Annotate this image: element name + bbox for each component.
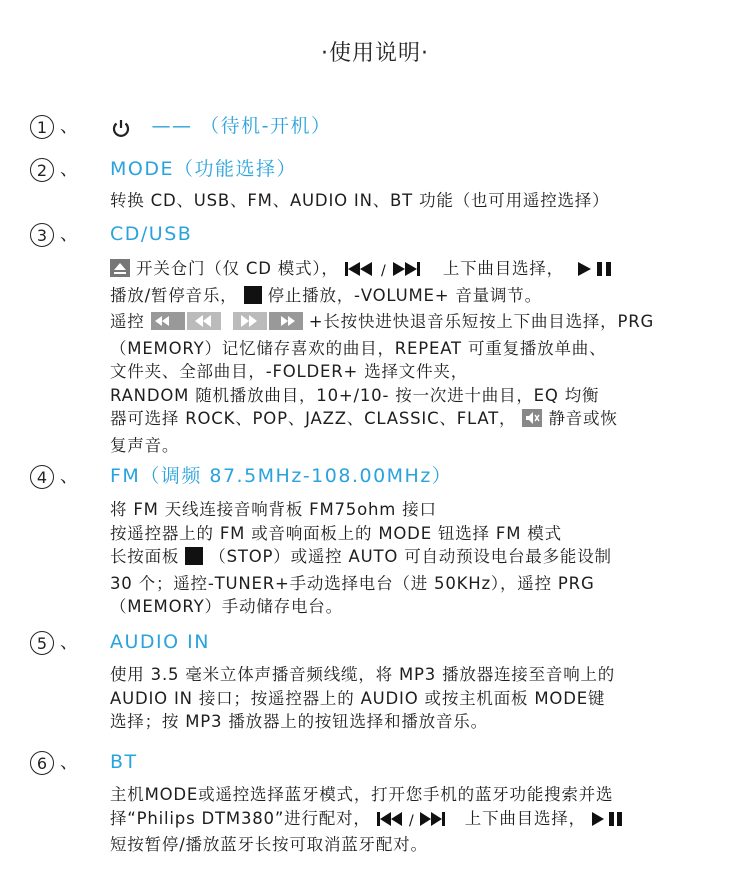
item-5-number: 5 、 bbox=[30, 630, 78, 656]
item-2-number: 2 、 bbox=[30, 157, 78, 183]
item-4-body: 将 FM 天线连接音响背板 FM75ohm 接口 按遥控器上的 FM 或音响面板上的 MODE 钮选择 FM 模式 长按面板 （STOP）或遥控 AUTO 可自动预设电台最多能设制 30 个；遥控-TUNER+手动选择电台（进 50KHz），遥控 PRG （MEMORY）手动储存电台。 bbox=[110, 500, 612, 616]
prev-next-icon bbox=[377, 810, 459, 834]
remote-skip-forward-icon bbox=[233, 312, 303, 337]
item-3-body: 开关仓门（仅 CD 模式）， / 上下曲目选择， 播放/暂停音乐， 停止播放，-VOLUME+ 音量调节。 遥控 +长按快进快退音乐短按上下曲目选择，PRG （MEMORY）记忆储存喜欢的曲目，REPEAT 可重复播放单曲、 文件夹、全部曲目，-FOLDER+ 选择文件夹， RANDOM 随机播放曲目，10+/10- 按一次进十曲目，EQ 均衡 器可选择 ROCK、POP、JAZZ、CLASSIC、FLAT， 静音或恢 复声音。 bbox=[110, 259, 655, 455]
play-pause-icon bbox=[578, 260, 614, 284]
item-3-number: 3 、 bbox=[30, 222, 78, 248]
item-6-number: 6 、 bbox=[30, 750, 78, 776]
play-pause-icon bbox=[592, 810, 624, 834]
item-4-number: 4 、 bbox=[30, 464, 78, 490]
item-5-body: 使用 3.5 毫米立体声播音频线缆，将 MP3 播放器连接至音响上的 AUDIO IN 接口；按遥控器上的 AUDIO 或按主机面板 MODE键 选择；按 MP3 播放器上的按钮选择和播放音乐。 bbox=[110, 665, 616, 731]
item-6-body: 主机MODE或遥控选择蓝牙模式，打开您手机的蓝牙功能搜索并选 择“Philips DTM380”进行配对， / 上下曲目选择， 短按暂停/播放蓝牙长按可取消蓝牙配对。 bbox=[110, 783, 710, 857]
eject-icon bbox=[110, 259, 130, 284]
item-1-number: 1 、 bbox=[30, 114, 78, 140]
item-1-heading: —— （待机-开机） bbox=[110, 113, 331, 142]
svg-text:/: / bbox=[408, 812, 415, 827]
mute-icon bbox=[522, 409, 542, 434]
remote-skip-rewind-icon bbox=[151, 312, 221, 337]
item-3-heading: CD/USB bbox=[110, 223, 193, 245]
svg-text:/: / bbox=[380, 263, 387, 277]
stop-icon bbox=[244, 286, 262, 311]
page-title: ·使用说明· bbox=[321, 41, 429, 66]
item-2-heading: MODE（功能选择） bbox=[110, 158, 297, 180]
prev-next-icon bbox=[345, 260, 437, 284]
item-5-heading: AUDIO IN bbox=[110, 631, 210, 653]
item-2-body: 转换 CD、USB、FM、AUDIO IN、BT 功能（也可用遥控选择） bbox=[110, 191, 610, 210]
stop-icon bbox=[185, 547, 203, 572]
item-6-heading: BT bbox=[110, 751, 138, 773]
item-4-heading: FM（调频 87.5MHz-108.00MHz） bbox=[110, 465, 453, 487]
power-icon bbox=[110, 116, 132, 142]
